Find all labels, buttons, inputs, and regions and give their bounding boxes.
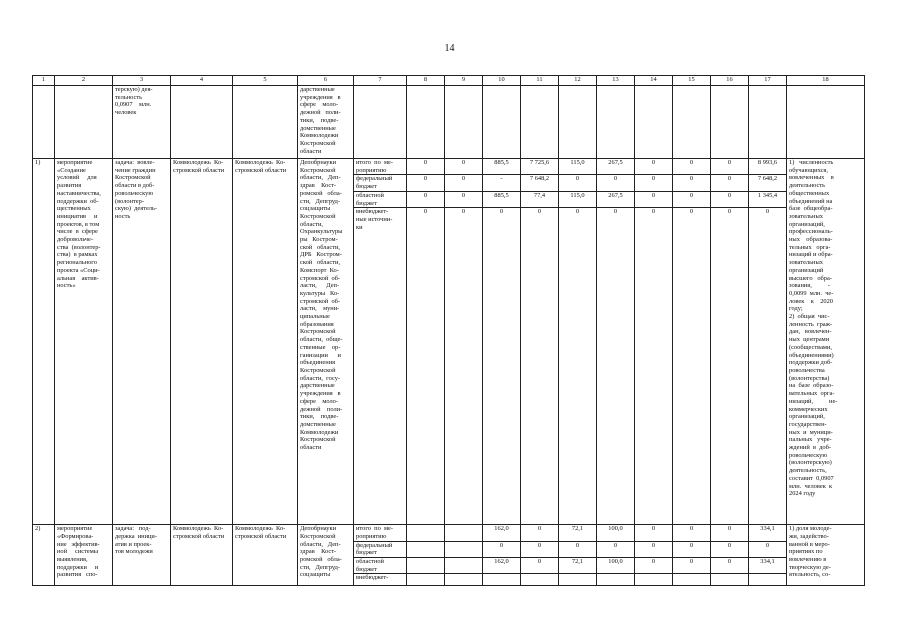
page-number: 14 — [444, 43, 455, 54]
executor-cell: Коммолодежь Ко- стромской области — [233, 525, 298, 586]
value-cell: 0 — [711, 558, 749, 574]
value-cell: 0 — [673, 541, 711, 557]
value-cell: 100,0 — [597, 525, 635, 541]
header-cell: 15 — [673, 76, 711, 86]
value-cell: 0 — [673, 525, 711, 541]
value-cell: 0 — [673, 558, 711, 574]
value-cell: 0 — [673, 159, 711, 175]
header-cell: 11 — [521, 76, 559, 86]
value-cell: 8 993,6 — [749, 159, 787, 175]
value-cell — [445, 574, 483, 586]
task-cell: задача: вовле- чение граждин Костромской области в доб- ровольческую (волонтер- скую) деятель- ность — [113, 159, 171, 525]
value-cell: 72,1 — [559, 558, 597, 574]
header-cell: 3 — [113, 76, 171, 86]
header-cell: 12 — [559, 76, 597, 86]
value-cell: 0 — [445, 191, 483, 207]
value-cell — [749, 574, 787, 586]
value-cell: 0 — [559, 541, 597, 557]
value-cell: 0 — [711, 175, 749, 191]
value-cell — [445, 558, 483, 574]
header-cell: 1 — [33, 76, 55, 86]
funding-source: областной бюджет — [354, 191, 407, 207]
value-cell: 0 — [521, 558, 559, 574]
program-table — [32, 75, 865, 586]
executor-cell: Коммолодежь Ко- стромской области — [233, 159, 298, 525]
value-cell: 0 — [635, 541, 673, 557]
header-cell: 16 — [711, 76, 749, 86]
value-cell: 0 — [407, 208, 445, 525]
value-cell: 0 — [635, 208, 673, 525]
value-cell: 77,4 — [521, 191, 559, 207]
value-cell: 162,0 — [483, 525, 521, 541]
value-cell — [635, 574, 673, 586]
task-cell: терскую) дея- тельность 0,0907 млн. человек — [113, 86, 171, 159]
value-cell: 115,0 — [559, 159, 597, 175]
value-cell: - — [483, 175, 521, 191]
value-cell: 0 — [673, 175, 711, 191]
header-cell: 5 — [233, 76, 298, 86]
value-cell — [521, 574, 559, 586]
funding-source: федеральный бюджет — [354, 541, 407, 557]
header-cell: 7 — [354, 76, 407, 86]
table-row — [33, 525, 865, 541]
value-cell: 162,0 — [483, 558, 521, 574]
indicator-cell: 1) доля молоде- жи, задейство- ванной в меро- приятиях по вовлечению в творческую де- ятельность, со- — [787, 525, 865, 586]
value-cell: 0 — [445, 159, 483, 175]
responsible-cell: Коммолодежь Ко- стромской области — [171, 525, 233, 586]
row-number: 1) — [33, 159, 55, 525]
value-cell: 0 — [673, 191, 711, 207]
value-cell: 267,5 — [597, 191, 635, 207]
measure-cell: мероприятие «Создание условий для развития наставничества, поддержки об- щественных инициатив и проектов, в том числе в сфере добровольче- ства (волонтер- ства) в рамках регионального проекта «Соци- альная актив- ность» — [55, 159, 113, 525]
value-cell: 7 648,2 — [521, 175, 559, 191]
header-row — [33, 76, 865, 86]
header-cell: 17 — [749, 76, 787, 86]
value-cell — [445, 541, 483, 557]
value-cell: 0 — [635, 175, 673, 191]
value-cell: 0 — [635, 159, 673, 175]
value-cell — [407, 525, 445, 541]
value-cell: 0 — [483, 541, 521, 557]
header-cell: 6 — [298, 76, 354, 86]
value-cell — [597, 574, 635, 586]
responsible-cell: Коммолодежь Ко- стромской области — [171, 159, 233, 525]
header-cell: 10 — [483, 76, 521, 86]
funding-source: внебюджет- ные источни- ки — [354, 208, 407, 525]
header-cell: 8 — [407, 76, 445, 86]
value-cell: 0 — [521, 541, 559, 557]
value-cell — [407, 558, 445, 574]
row-number: 2) — [33, 525, 55, 586]
value-cell: 0 — [711, 191, 749, 207]
value-cell: 0 — [597, 208, 635, 525]
value-cell — [673, 574, 711, 586]
value-cell: 0 — [407, 191, 445, 207]
header-cell: 4 — [171, 76, 233, 86]
value-cell: 0 — [711, 159, 749, 175]
header-cell: 14 — [635, 76, 673, 86]
participants-cell: Депобрнауки Костромской области, Деп- здрав Кост- ромской обла- сти, Депгруд- соцзащиты Костромской области, Охранкультуры ры Костром- ской области, ДРБ Костром- ской области, Комспорт Ко- стромской об- ласти, Деп- культуры Ко- стромской об- ласти, муни- ципальные образования Костромской области, обще- ственные ор- ганизации и объединения Костромской области, госу- дарственные учреждения в сфере моло- дежной поли- тики, подве- домственные Коммолодежи Костромской области — [298, 159, 354, 525]
value-cell: 267,5 — [597, 159, 635, 175]
value-cell: 100,0 — [597, 558, 635, 574]
funding-source: внебюджет- — [354, 574, 407, 586]
value-cell: 0 — [673, 208, 711, 525]
value-cell: 0 — [711, 541, 749, 557]
value-cell: 0 — [483, 208, 521, 525]
header-cell: 2 — [55, 76, 113, 86]
header-cell: 13 — [597, 76, 635, 86]
measure-cell: мероприятие «Формирова- ние эффектив- ной системы выявления, поддержки и развития спо- — [55, 525, 113, 586]
participants-cell: дарственные учреждения в сфере моло- дежной поли- тики, подве- домственные Коммолодежи Костромской области — [298, 86, 354, 159]
value-cell: 0 — [559, 175, 597, 191]
value-cell: 885,5 — [483, 191, 521, 207]
value-cell: 0 — [597, 541, 635, 557]
value-cell: 0 — [597, 175, 635, 191]
value-cell: 0 — [749, 541, 787, 557]
value-cell — [445, 525, 483, 541]
value-cell: 0 — [635, 525, 673, 541]
value-cell: 0 — [445, 208, 483, 525]
value-cell: 334,1 — [749, 525, 787, 541]
value-cell — [407, 541, 445, 557]
value-cell: 0 — [521, 525, 559, 541]
value-cell: 0 — [635, 191, 673, 207]
continuation-row — [33, 86, 865, 159]
funding-source: федеральный бюджет — [354, 175, 407, 191]
value-cell: 334,1 — [749, 558, 787, 574]
value-cell: 885,5 — [483, 159, 521, 175]
value-cell: 0 — [711, 525, 749, 541]
value-cell — [407, 574, 445, 586]
funding-source: итого по ме- роприятию — [354, 159, 407, 175]
value-cell: 0 — [635, 558, 673, 574]
task-cell: задача: под- держка иници- атив и проек- тов молодежи — [113, 525, 171, 586]
value-cell: 7 648,2 — [749, 175, 787, 191]
value-cell: 0 — [407, 175, 445, 191]
header-cell: 18 — [787, 76, 865, 86]
header-cell: 9 — [445, 76, 483, 86]
value-cell: 0 — [445, 175, 483, 191]
value-cell: 1 345,4 — [749, 191, 787, 207]
participants-cell: Депобрнауки Костромской области, Деп- здрав Кост- ромской обла- сти, Депгруд- соцзащиты — [298, 525, 354, 586]
value-cell — [711, 574, 749, 586]
value-cell — [483, 574, 521, 586]
indicator-cell: 1) численность обучающихся, вовлеченных в деятельность общественных объединений на базе общеобра- зовательных организаций, профессиональ- ных образова- тельных орга- низаций и обра- зовательных организаций высшего обра- зования, - 0,0099 млн. че- ловек к 2020 году; 2) общая чис- ленность граж- дан, вовлечен- ных центрами (сообществами, объединениями) поддержки доб- ровольчества (волонтерства) на базе образо- вательных орга- низаций, не- коммерческих организаций, государствен- ных и муници- пальных учре- ждений в доб- ровольческую (волонтерскую) деятельность, составит 0,0907 млн. человек к 2024 году — [787, 159, 865, 525]
value-cell: 0 — [559, 208, 597, 525]
value-cell: 0 — [407, 159, 445, 175]
funding-source: итого по ме- роприятию — [354, 525, 407, 541]
value-cell: 0 — [749, 208, 787, 525]
value-cell: 0 — [711, 208, 749, 525]
funding-source: областной бюджет — [354, 558, 407, 574]
table-row — [33, 159, 865, 175]
value-cell: 72,1 — [559, 525, 597, 541]
value-cell — [559, 574, 597, 586]
value-cell: 115,0 — [559, 191, 597, 207]
value-cell: 0 — [521, 208, 559, 525]
value-cell: 7 725,6 — [521, 159, 559, 175]
